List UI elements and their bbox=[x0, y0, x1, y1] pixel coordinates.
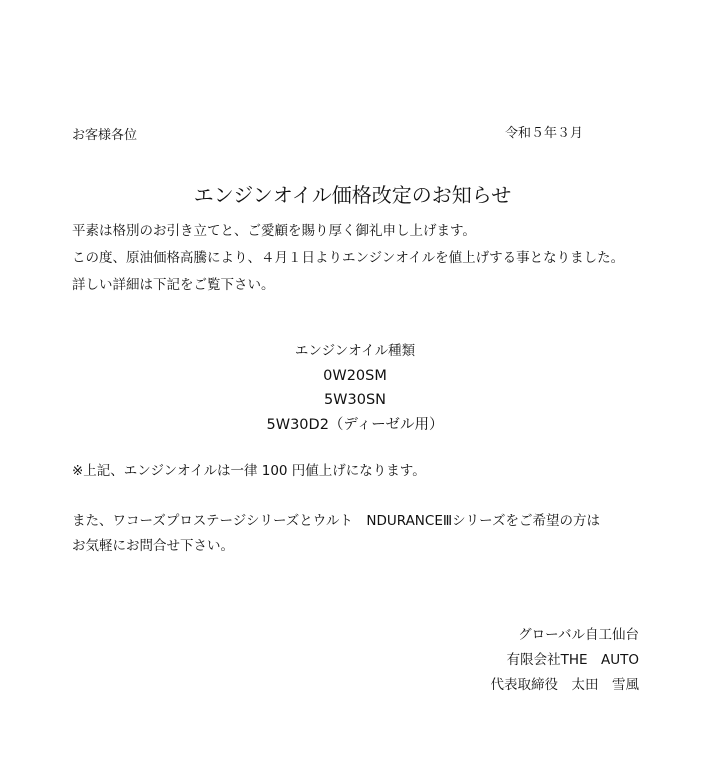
sender-company: グローバル自工仙台 bbox=[518, 627, 639, 643]
body-paragraph bbox=[72, 218, 624, 299]
sender-corporation: 有限会社THE AUTO bbox=[506, 652, 639, 668]
date-line: 令和５年３月 bbox=[505, 126, 584, 141]
oil-list-item: 5W30D2（ディーゼル用） bbox=[266, 416, 444, 433]
contact-line: お気軽にお問合せ下さい。 bbox=[72, 538, 234, 554]
recipient-line: お客様各位 bbox=[72, 128, 138, 143]
oil-list-item: 5W30SN bbox=[323, 392, 387, 408]
contact-line: また、ワコーズプロステージシリーズとウルト NDURANCEⅢシリーズをご希望の方は bbox=[72, 513, 600, 529]
contact-paragraph bbox=[72, 509, 600, 559]
body-line: 詳しい詳細は下記をご覧下さい。 bbox=[72, 277, 275, 293]
price-note: ※上記、エンジンオイルは一律 100 円値上げになります。 bbox=[72, 463, 426, 479]
oil-list-heading: エンジンオイル種類 bbox=[294, 343, 416, 359]
oil-type-list bbox=[210, 339, 500, 437]
oil-list-item: 0W20SM bbox=[323, 367, 387, 384]
sender-block bbox=[491, 623, 640, 698]
body-line: この度、原油価格高騰により、４月１日よりエンジンオイルを値上げする事となりました。 bbox=[72, 250, 625, 266]
sender-representative: 代表取締役 太田 雪風 bbox=[490, 677, 639, 693]
document-title: エンジンオイル価格改定のお知らせ bbox=[193, 183, 512, 207]
body-line: 平素は格別のお引き立てと、ご愛顧を賜り厚く御礼申し上げます。 bbox=[72, 223, 476, 239]
